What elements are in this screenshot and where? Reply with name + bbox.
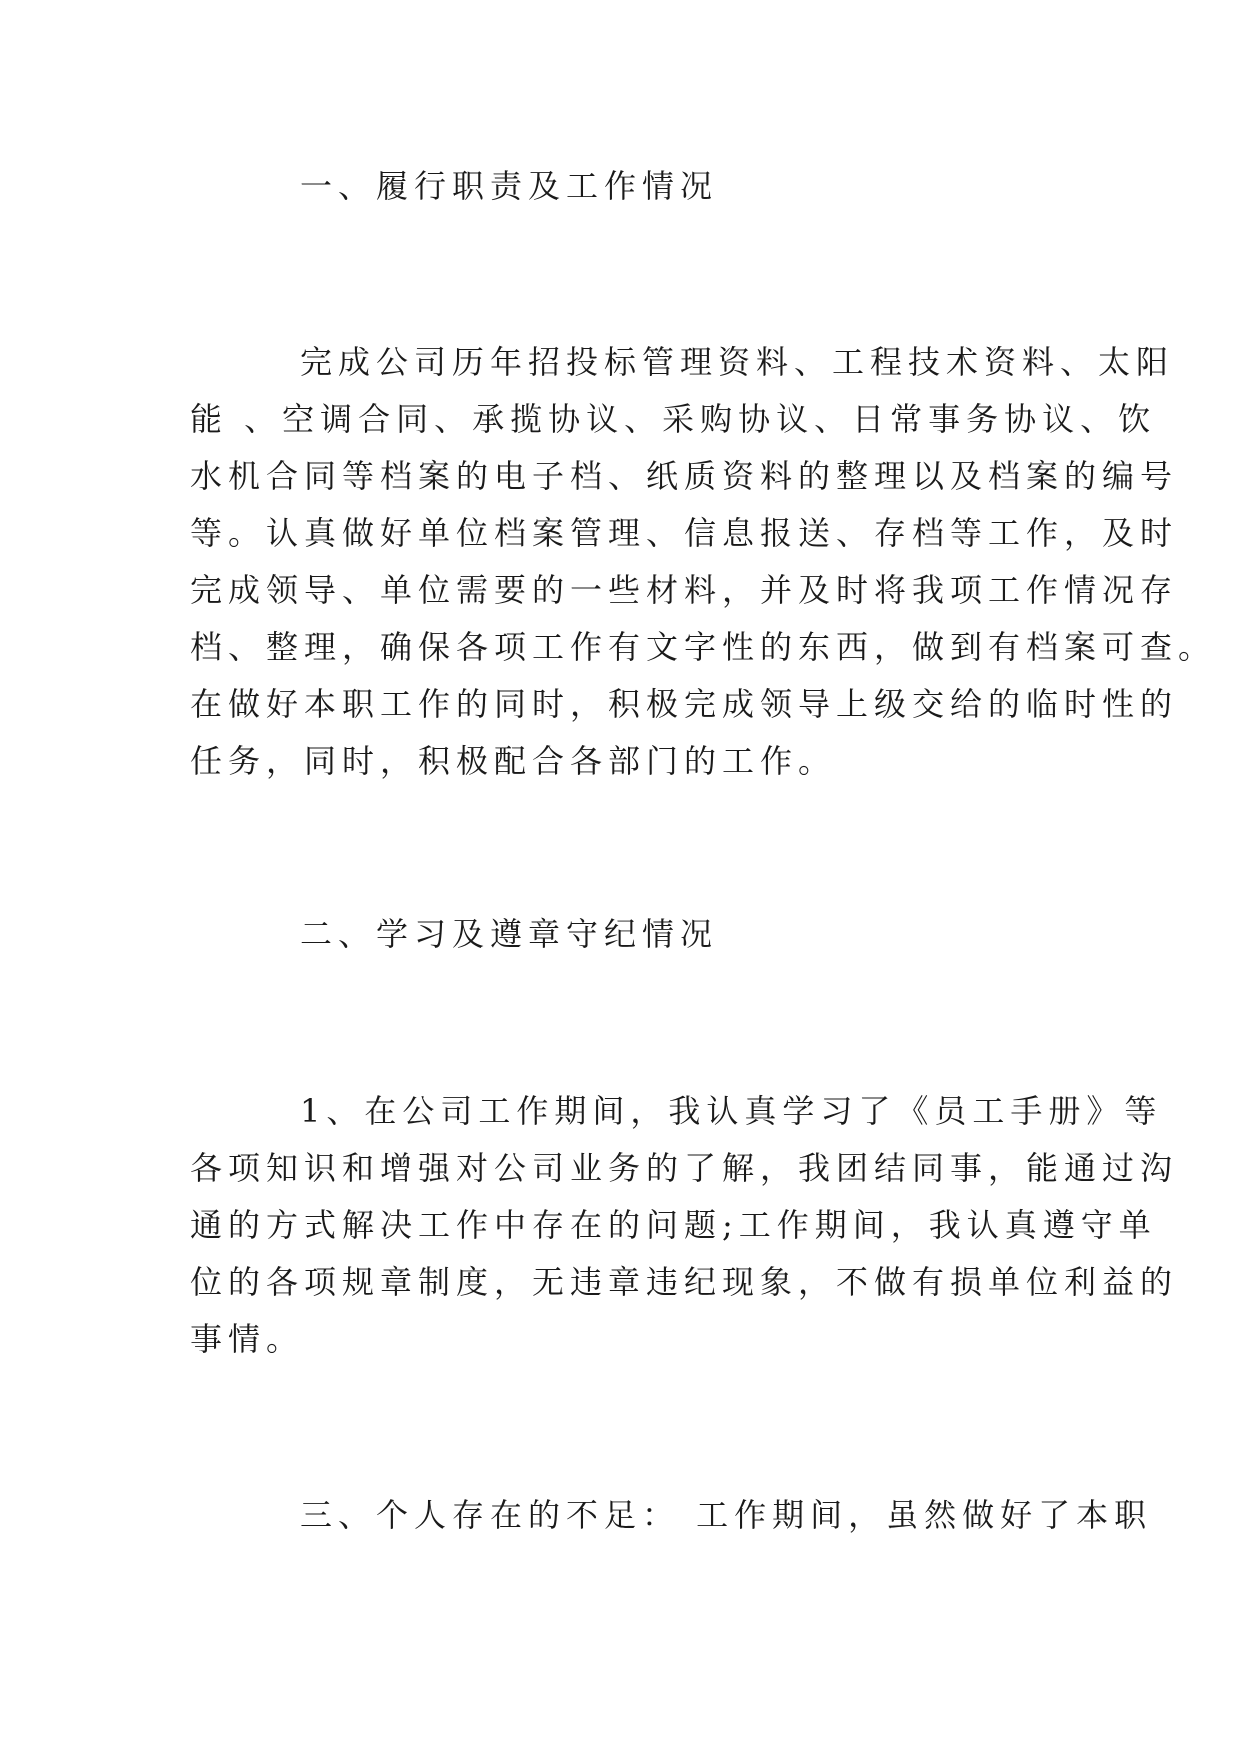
paragraph-line: 完成领导、单位需要的一些材料，并及时将我项工作情况存	[190, 571, 1179, 609]
paragraph-line: 完成公司历年招投标管理资料、工程技术资料、太阳	[300, 343, 1175, 381]
paragraph-line: 水机合同等档案的电子档、纸质资料的整理以及档案的编号	[190, 457, 1179, 495]
section-3-heading: 三、个人存在的不足： 工作期间，虽然做好了本职	[300, 1496, 1153, 1534]
section-1-heading: 一、履行职责及工作情况	[300, 167, 719, 205]
paragraph-line: 通的方式解决工作中存在的问题;工作期间，我认真遵守单	[190, 1206, 1157, 1244]
paragraph-line: 等。认真做好单位档案管理、信息报送、存档等工作，及时	[190, 514, 1179, 552]
paragraph-line: 事情。	[190, 1320, 305, 1358]
section-2-heading: 二、学习及遵章守纪情况	[300, 915, 719, 953]
paragraph-line: 档、整理，确保各项工作有文字性的东西，做到有档案可查。	[190, 628, 1217, 666]
paragraph-line: 能 、空调合同、承揽协议、采购协议、日常事务协议、饮	[190, 400, 1157, 438]
paragraph-line: 1、在公司工作期间，我认真学习了《员工手册》等	[300, 1092, 1163, 1130]
paragraph-line: 位的各项规章制度，无违章违纪现象，不做有损单位利益的	[190, 1263, 1179, 1301]
paragraph-line: 任务，同时，积极配合各部门的工作。	[190, 742, 837, 780]
paragraph-line: 在做好本职工作的同时，积极完成领导上级交给的临时性的	[190, 685, 1179, 723]
paragraph-line: 各项知识和增强对公司业务的了解，我团结同事，能通过沟	[190, 1149, 1179, 1187]
